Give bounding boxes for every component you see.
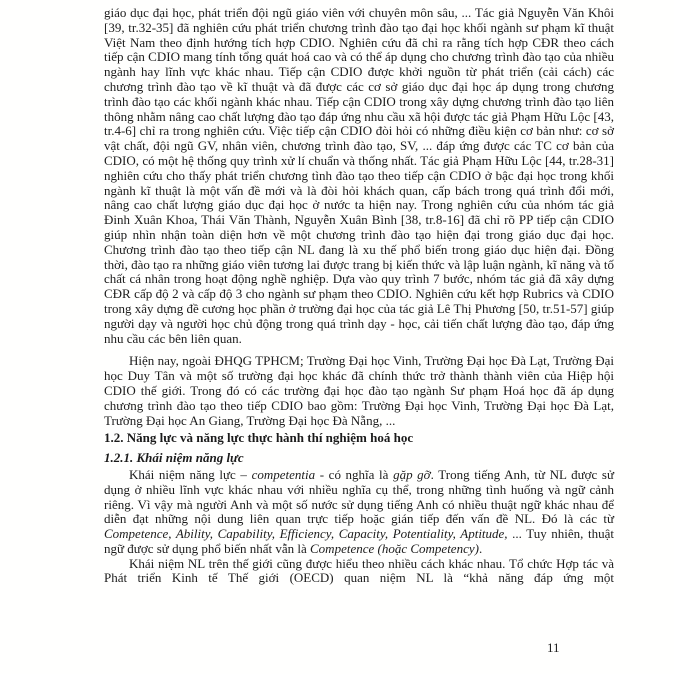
page-number: 11 (547, 640, 560, 655)
subsection-heading-1-2-1: 1.2.1. Khái niệm năng lực (104, 450, 244, 466)
paragraph-competence-terminology: Khái niệm năng lực – competentia - có nghĩa là gặp gỡ. Trong tiếng Anh, từ NL được sử dụng ở nhiều lĩnh vực khác nhau với nhiều nghĩa cụ thể, trong những tình huống và ngữ cảnh riêng. Vì vậy mà người Anh và một số nước sử dụng tiếng Anh có nhiều thuật ngữ khác nhau để diễn đạt những nội dung liên quan trực tiếp hoặc gián tiếp đến vấn đề NL. Đó là các từ Competence, Ability, Capability, Efficiency, Capacity, Potentiality, Aptitude, ... Tuy nhiên, thuật ngữ được sử dụng phổ biến nhất vẫn là Competence (hoặc Competency). (104, 466, 614, 556)
paragraph-cdio-research-overview: giáo dục đại học, phát triển đội ngũ giáo viên với chuyên môn sâu, ... Tác giả Nguyễn Văn Khôi [39, tr.32-35] đã nghiên cứu phát triển chương trình đào tạo đại học khối ngành sư phạm kĩ thuật Việt Nam theo định hướng tích hợp CDIO. Nghiên cứu đã chỉ ra rằng tích hợp CĐR theo cách tiếp cận CDIO mang tính tổng quát hoá cao và có thể áp dụng cho chương trình đào tạo của nhiều ngành hay lĩnh vực khác nhau. Tiếp cận CDIO được khởi nguồn từ phát triển (cải cách) các chương trình đào tạo về kĩ thuật và đã được các cơ sở giáo dục đại học áp dụng trong chương trình đào tạo các khối ngành khác nhau. Tiếp cận CDIO trong xây dựng chương trình đào tạo liên thông nhằm nâng cao chất lượng đào tạo đáp ứng nhu cầu xã hội được tác giả Phạm Hữu Lộc [43, tr.4-6] chỉ ra trong nghiên cứu. Việc tiếp cận CDIO đòi hỏi có những điều kiện cơ bản như: cơ sở vật chất, đội ngũ GV, nhân viên, chương trình đào tạo, SV, ... đáp ứng được các TC cơ bản của CDIO, có một hệ thống quy trình xử lí chuẩn và thống nhất. Tác giả Phạm Hữu Lộc [44, tr.28-31] nghiên cứu cho thấy phát triển chương tình đào tạo theo tiếp cận CDIO ở bậc đại học trong khối ngành kĩ thuật là một vấn đề mới và là đòi hỏi khách quan, cấp bách trong quá trình đổi mới, nâng cao chất lượng giáo dục đại học ở nước ta hiện nay. Trong nghiên cứu của nhóm tác giả Đinh Xuân Khoa, Thái Văn Thành, Nguyễn Xuân Bình [38, tr.8-16] đã chỉ rõ PP tiếp cận CDIO giúp nhìn nhận toàn diện hơn về một chương trình đào tạo hiện đại trong giáo dục đại học. Chương trình đào tạo theo tiếp cận NL đang là xu thế phổ biến trong giáo dục hiện đại. Đồng thời, đào tạo ra những giáo viên tương lai được trang bị kiến thức và lập luận ngành, kĩ năng và tố chất cá nhân trong hoạt động nghề nghiệp. Dựa vào quy trình 7 bước, nhóm tác giả đã xây dựng CĐR cấp độ 2 và cấp độ 3 cho ngành sư phạm theo CDIO. Nghiên cứu kết hợp Rubrics và CDIO trong xây dựng đề cương học phần ở trường đại học của tác giả Lê Thị Phương [50, tr.51-57] giúp người dạy và người học chủ động trong quá trình dạy - học, cải tiến chất lượng đào tạo, đáp ứng nhu cầu các bên liên quan. (104, 5, 614, 346)
paragraph-oecd-definition: Khái niệm NL trên thế giới cũng được hiểu theo nhiều cách khác nhau. Tổ chức Hợp tác và Phát triển Kinh tế Thế giới (OECD) quan niệm NL là “khả năng đáp ứng một (104, 555, 614, 586)
paragraph-cdio-member-universities: Hiện nay, ngoài ĐHQG TPHCM; Trường Đại học Vinh, Trường Đại học Đà Lạt, Trường Đại học Duy Tân và một số trường đại học khác đã chính thức trở thành thành viên của Hiệp hội CDIO thế giới. Trong đó có các trường đại học đào tạo ngành Sư phạm Hoá học đã áp dụng chương trình đào tạo theo tiếp CDIO bao gồm: Trường Đại học Vinh, Trường Đại học Đà Lạt, Trường Đại học An Giang, Trường Đại học Đà Nẵng, ... (104, 353, 614, 428)
section-heading-1-2: 1.2. Năng lực và năng lực thực hành thí nghiệm hoá học (104, 430, 414, 446)
document-body (104, 6, 614, 586)
